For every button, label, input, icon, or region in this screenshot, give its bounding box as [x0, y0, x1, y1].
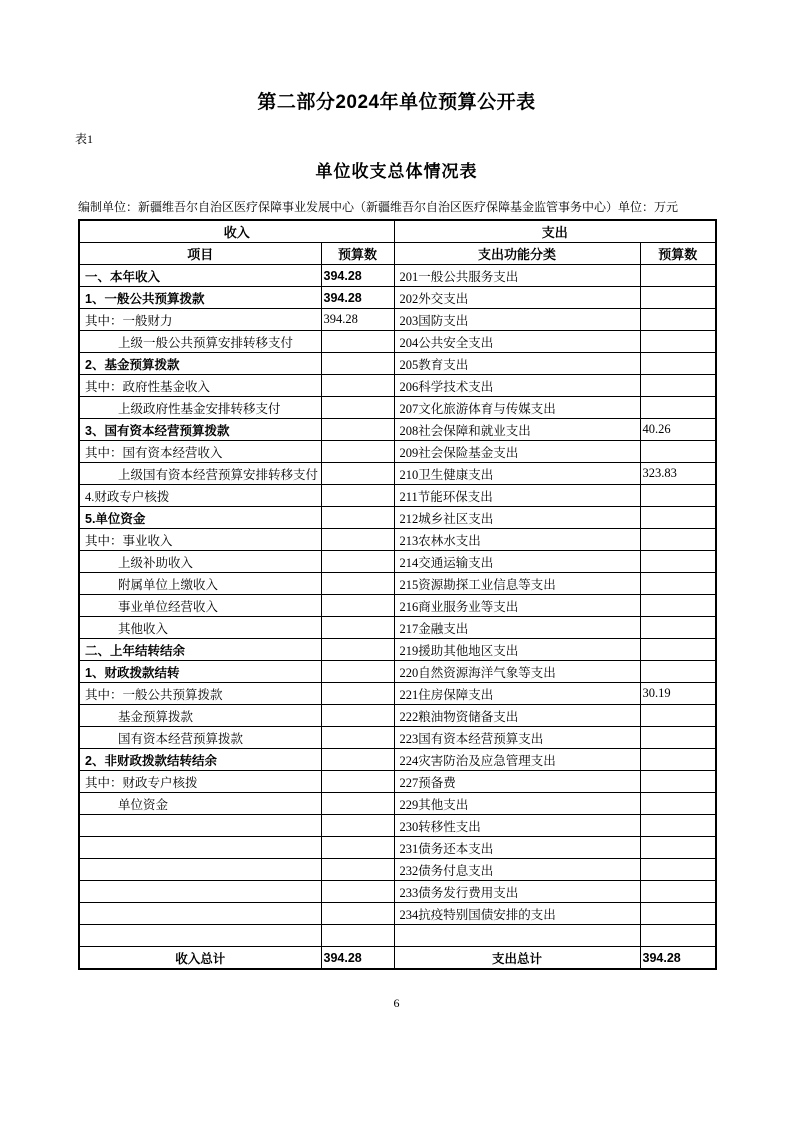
- income-budget-cell: [321, 595, 394, 617]
- expense-item-cell: 221住房保障支出: [394, 683, 640, 705]
- income-budget-column-header: 预算数: [321, 243, 394, 265]
- table-meta-line: 编制单位：新疆维吾尔自治区医疗保障事业发展中心（新疆维吾尔自治区医疗保障基金监管事务中心）单位：万元: [78, 200, 679, 214]
- expense-budget-cell: [640, 485, 716, 507]
- income-item-cell: [79, 815, 321, 837]
- table-row: [79, 397, 716, 419]
- expense-budget-cell: [640, 309, 716, 331]
- expense-item-cell: 206科学技术支出: [394, 375, 640, 397]
- expense-budget-cell: [640, 903, 716, 925]
- expense-item-cell: 213农林水支出: [394, 529, 640, 551]
- table-row: [79, 925, 716, 947]
- expense-budget-cell: [640, 551, 716, 573]
- expense-item-cell: 219援助其他地区支出: [394, 639, 640, 661]
- income-item-cell: [79, 859, 321, 881]
- table-row: [79, 793, 716, 815]
- table-row: [79, 441, 716, 463]
- expense-budget-cell: [640, 749, 716, 771]
- table-row: [79, 639, 716, 661]
- expense-budget-cell: [640, 661, 716, 683]
- income-budget-cell: [321, 463, 394, 485]
- income-budget-cell: [321, 397, 394, 419]
- expense-item-cell: 230转移性支出: [394, 815, 640, 837]
- table-row: [79, 881, 716, 903]
- expense-budget-cell: [640, 771, 716, 793]
- expense-item-column-header: 支出功能分类: [394, 243, 640, 265]
- table-row: [79, 551, 716, 573]
- expense-item-cell: 201一般公共服务支出: [394, 265, 640, 287]
- expense-budget-cell: [640, 705, 716, 727]
- expense-budget-cell: [640, 815, 716, 837]
- section-header-row: [79, 220, 716, 243]
- expense-budget-cell: [640, 507, 716, 529]
- expense-total-value: 394.28: [640, 947, 716, 970]
- income-budget-cell: [321, 529, 394, 551]
- table-label: 表1: [75, 132, 94, 146]
- expense-budget-cell: [640, 837, 716, 859]
- expense-item-cell: 223国有资本经营预算支出: [394, 727, 640, 749]
- income-item-cell: 其中：事业收入: [79, 529, 321, 551]
- income-budget-cell: [321, 903, 394, 925]
- income-item-cell: 上级政府性基金安排转移支付: [79, 397, 321, 419]
- table-row: [79, 749, 716, 771]
- table-row: [79, 331, 716, 353]
- table-row: [79, 727, 716, 749]
- expense-item-cell: 233债务发行费用支出: [394, 881, 640, 903]
- expense-item-cell: 231债务还本支出: [394, 837, 640, 859]
- table-row: [79, 573, 716, 595]
- income-budget-cell: [321, 705, 394, 727]
- income-total-value: 394.28: [321, 947, 394, 970]
- expense-budget-cell: [640, 441, 716, 463]
- expense-item-cell: 216商业服务业等支出: [394, 595, 640, 617]
- income-item-cell: 附属单位上缴收入: [79, 573, 321, 595]
- table-row: [79, 617, 716, 639]
- income-item-cell: 其中：一般公共预算拨款: [79, 683, 321, 705]
- expense-item-cell: 207文化旅游体育与传媒支出: [394, 397, 640, 419]
- table-header: [79, 220, 716, 265]
- income-item-cell: 单位资金: [79, 793, 321, 815]
- expense-section-header: 支出: [394, 220, 716, 243]
- table-row: [79, 903, 716, 925]
- income-item-cell: [79, 837, 321, 859]
- income-budget-cell: [321, 353, 394, 375]
- total-row: [79, 947, 716, 970]
- income-budget-cell: [321, 617, 394, 639]
- table-row: [79, 309, 716, 331]
- income-budget-cell: [321, 815, 394, 837]
- expense-budget-cell: 40.26: [640, 419, 716, 441]
- table-row: [79, 419, 716, 441]
- expense-item-cell: 227预备费: [394, 771, 640, 793]
- page-number: 6: [393, 996, 400, 1010]
- income-budget-cell: [321, 925, 394, 947]
- table-row: [79, 815, 716, 837]
- table-body: [79, 265, 716, 947]
- table-row: [79, 507, 716, 529]
- expense-item-cell: 217金融支出: [394, 617, 640, 639]
- income-item-cell: [79, 903, 321, 925]
- table-row: [79, 595, 716, 617]
- expense-item-cell: 205教育支出: [394, 353, 640, 375]
- expense-budget-cell: [640, 793, 716, 815]
- income-budget-cell: [321, 551, 394, 573]
- income-budget-cell: [321, 375, 394, 397]
- income-budget-cell: [321, 573, 394, 595]
- expense-item-cell: 204公共安全支出: [394, 331, 640, 353]
- income-budget-cell: [321, 507, 394, 529]
- income-item-cell: 其中：财政专户核拨: [79, 771, 321, 793]
- document-title: 第二部分2024年单位预算公开表: [257, 92, 536, 113]
- expense-budget-cell: 30.19: [640, 683, 716, 705]
- income-total-label: 收入总计: [79, 947, 321, 970]
- income-item-cell: 其他收入: [79, 617, 321, 639]
- income-budget-cell: 394.28: [321, 287, 394, 309]
- income-item-cell: 基金预算拨款: [79, 705, 321, 727]
- income-item-cell: 事业单位经营收入: [79, 595, 321, 617]
- income-item-cell: 3、国有资本经营预算拨款: [79, 419, 321, 441]
- expense-budget-column-header: 预算数: [640, 243, 716, 265]
- expense-budget-cell: [640, 595, 716, 617]
- table-row: [79, 529, 716, 551]
- income-budget-cell: [321, 837, 394, 859]
- expense-budget-cell: [640, 727, 716, 749]
- table-footer: [79, 947, 716, 970]
- income-budget-cell: [321, 727, 394, 749]
- income-item-cell: 其中：国有资本经营收入: [79, 441, 321, 463]
- income-item-cell: 上级一般公共预算安排转移支付: [79, 331, 321, 353]
- expense-item-cell: 208社会保障和就业支出: [394, 419, 640, 441]
- expense-item-cell: 229其他支出: [394, 793, 640, 815]
- column-header-row: [79, 243, 716, 265]
- income-budget-cell: [321, 881, 394, 903]
- expense-item-cell: 202外交支出: [394, 287, 640, 309]
- expense-budget-cell: [640, 287, 716, 309]
- expense-item-cell: 211节能环保支出: [394, 485, 640, 507]
- table-row: [79, 661, 716, 683]
- income-item-cell: 二、上年结转结余: [79, 639, 321, 661]
- expense-budget-cell: [640, 529, 716, 551]
- table-row: [79, 375, 716, 397]
- expense-item-cell: 203国防支出: [394, 309, 640, 331]
- income-item-cell: [79, 881, 321, 903]
- income-budget-cell: 394.28: [321, 309, 394, 331]
- expense-item-cell: 215资源勘探工业信息等支出: [394, 573, 640, 595]
- expense-item-cell: 224灾害防治及应急管理支出: [394, 749, 640, 771]
- table-title: 单位收支总体情况表: [315, 162, 478, 181]
- table-row: [79, 353, 716, 375]
- income-budget-cell: [321, 661, 394, 683]
- table-row: [79, 463, 716, 485]
- expense-total-label: 支出总计: [394, 947, 640, 970]
- expense-item-cell: 210卫生健康支出: [394, 463, 640, 485]
- income-budget-cell: [321, 771, 394, 793]
- table-row: [79, 485, 716, 507]
- table-row: [79, 265, 716, 287]
- expense-budget-cell: [640, 353, 716, 375]
- income-item-cell: 4.财政专户核拨: [79, 485, 321, 507]
- income-budget-cell: [321, 859, 394, 881]
- income-item-cell: 其中：一般财力: [79, 309, 321, 331]
- table-row: [79, 771, 716, 793]
- expense-item-cell: 214交通运输支出: [394, 551, 640, 573]
- table-row: [79, 837, 716, 859]
- expense-item-cell: 209社会保险基金支出: [394, 441, 640, 463]
- income-budget-cell: [321, 639, 394, 661]
- income-budget-cell: [321, 683, 394, 705]
- expense-budget-cell: [640, 881, 716, 903]
- income-item-cell: 2、非财政拨款结转结余: [79, 749, 321, 771]
- expense-budget-cell: [640, 925, 716, 947]
- income-item-cell: 2、基金预算拨款: [79, 353, 321, 375]
- income-item-cell: 其中：政府性基金收入: [79, 375, 321, 397]
- expense-budget-cell: [640, 617, 716, 639]
- budget-table: [78, 219, 717, 970]
- expense-budget-cell: [640, 639, 716, 661]
- income-item-cell: 1、财政拨款结转: [79, 661, 321, 683]
- table-row: [79, 705, 716, 727]
- income-budget-cell: [321, 441, 394, 463]
- income-item-cell: 5.单位资金: [79, 507, 321, 529]
- income-budget-cell: [321, 331, 394, 353]
- income-item-cell: 上级补助收入: [79, 551, 321, 573]
- expense-item-cell: 212城乡社区支出: [394, 507, 640, 529]
- income-budget-cell: 394.28: [321, 265, 394, 287]
- income-item-cell: [79, 925, 321, 947]
- expense-item-cell: 222粮油物资储备支出: [394, 705, 640, 727]
- expense-item-cell: [394, 925, 640, 947]
- income-budget-cell: [321, 485, 394, 507]
- expense-budget-cell: [640, 859, 716, 881]
- expense-item-cell: 220自然资源海洋气象等支出: [394, 661, 640, 683]
- income-item-cell: 1、一般公共预算拨款: [79, 287, 321, 309]
- income-item-cell: 一、本年收入: [79, 265, 321, 287]
- table-row: [79, 683, 716, 705]
- income-budget-cell: [321, 793, 394, 815]
- income-section-header: 收入: [79, 220, 394, 243]
- table-row: [79, 859, 716, 881]
- income-item-column-header: 项目: [79, 243, 321, 265]
- expense-budget-cell: [640, 331, 716, 353]
- income-budget-cell: [321, 419, 394, 441]
- expense-item-cell: 234抗疫特别国债安排的支出: [394, 903, 640, 925]
- expense-budget-cell: [640, 375, 716, 397]
- income-budget-cell: [321, 749, 394, 771]
- income-item-cell: 上级国有资本经营预算安排转移支付: [79, 463, 321, 485]
- expense-budget-cell: 323.83: [640, 463, 716, 485]
- expense-budget-cell: [640, 265, 716, 287]
- income-item-cell: 国有资本经营预算拨款: [79, 727, 321, 749]
- expense-budget-cell: [640, 397, 716, 419]
- expense-item-cell: 232债务付息支出: [394, 859, 640, 881]
- table-row: [79, 287, 716, 309]
- expense-budget-cell: [640, 573, 716, 595]
